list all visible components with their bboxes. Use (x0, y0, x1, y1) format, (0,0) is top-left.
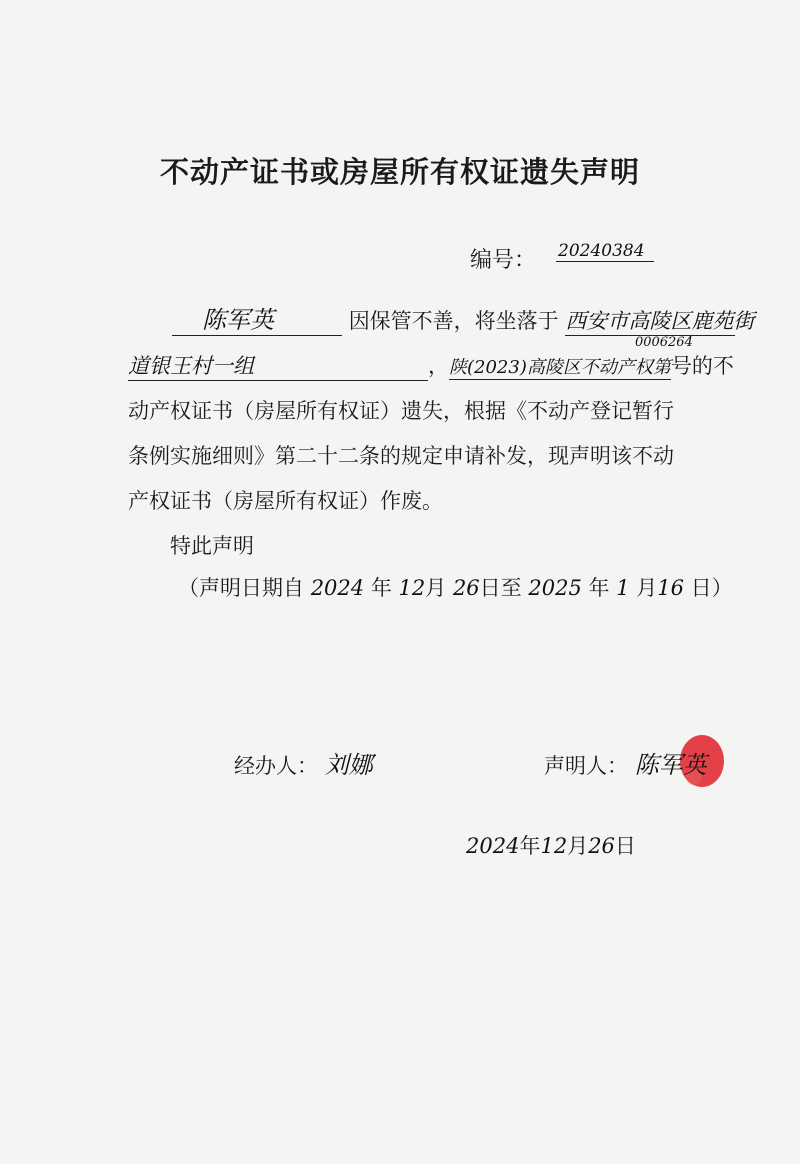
declarant-label: 声明人： (544, 754, 628, 778)
period-end-day: 16 (657, 576, 684, 600)
period-end-year: 2025 (528, 576, 582, 600)
declaration-period (178, 572, 733, 602)
sign-date (466, 830, 636, 860)
cert-prefix: ， (428, 354, 449, 378)
period-start-year: 2024 (310, 576, 365, 600)
period-year-char: 年 (370, 576, 392, 600)
agent-label: 经办人： (234, 754, 318, 778)
address-part2: 道银王村一组 (128, 350, 428, 381)
sign-date-year: 2024 (466, 834, 520, 858)
cert-number-small: 0006264 (634, 335, 693, 350)
sign-date-month-char: 月 (567, 834, 589, 858)
closing-text: 特此声明 (170, 534, 254, 558)
period-start-day: 26 (452, 576, 480, 600)
period-month-char: 月 (425, 576, 447, 600)
period-end-month: 1 (616, 576, 630, 600)
cert-suffix: 号的不 (670, 354, 734, 378)
agent-signature (234, 745, 373, 780)
sign-date-month: 12 (540, 834, 568, 858)
address-part1: 西安市高陵区鹿苑街 (565, 305, 735, 336)
declarant-signature (544, 745, 707, 780)
body-line-5: 产权证书（房屋所有权证）作废。 (128, 489, 443, 513)
period-month-char-2: 月 (636, 576, 658, 600)
document-title: 不动产证书或房屋所有权证遗失声明 (159, 155, 640, 189)
period-start-month: 12 (398, 576, 426, 600)
cert-number (449, 335, 693, 380)
owner-name: 陈军英 (172, 300, 342, 336)
body-line-4: 条例实施细则》第二十二条的规定申请补发，现声明该不动 (128, 444, 674, 468)
cert-number-main: 陕(2023)高陵区不动产权第 (449, 357, 671, 378)
serial-value: 20240384 (556, 241, 654, 262)
body-line-1 (172, 300, 755, 336)
sign-date-year-char: 年 (519, 834, 541, 858)
sign-date-day: 26 (588, 834, 615, 858)
reason-text: 因保管不善，将坐落于 (348, 309, 559, 333)
period-close: 日） (690, 576, 733, 600)
body-line-3: 动产权证书（房屋所有权证）遗失，根据《不动产登记暂行 (128, 399, 674, 423)
period-year-char-2: 年 (588, 576, 610, 600)
period-day-to: 日至 (479, 576, 522, 600)
sign-date-day-char: 日 (614, 834, 636, 858)
agent-sig: 刘娜 (324, 751, 373, 779)
body-line-2 (128, 335, 734, 381)
serial-label: 编号： (470, 248, 537, 273)
declarant-sig: 陈军英 (634, 751, 707, 779)
period-open: （声明日期自 (178, 576, 304, 600)
serial-number (470, 241, 645, 274)
